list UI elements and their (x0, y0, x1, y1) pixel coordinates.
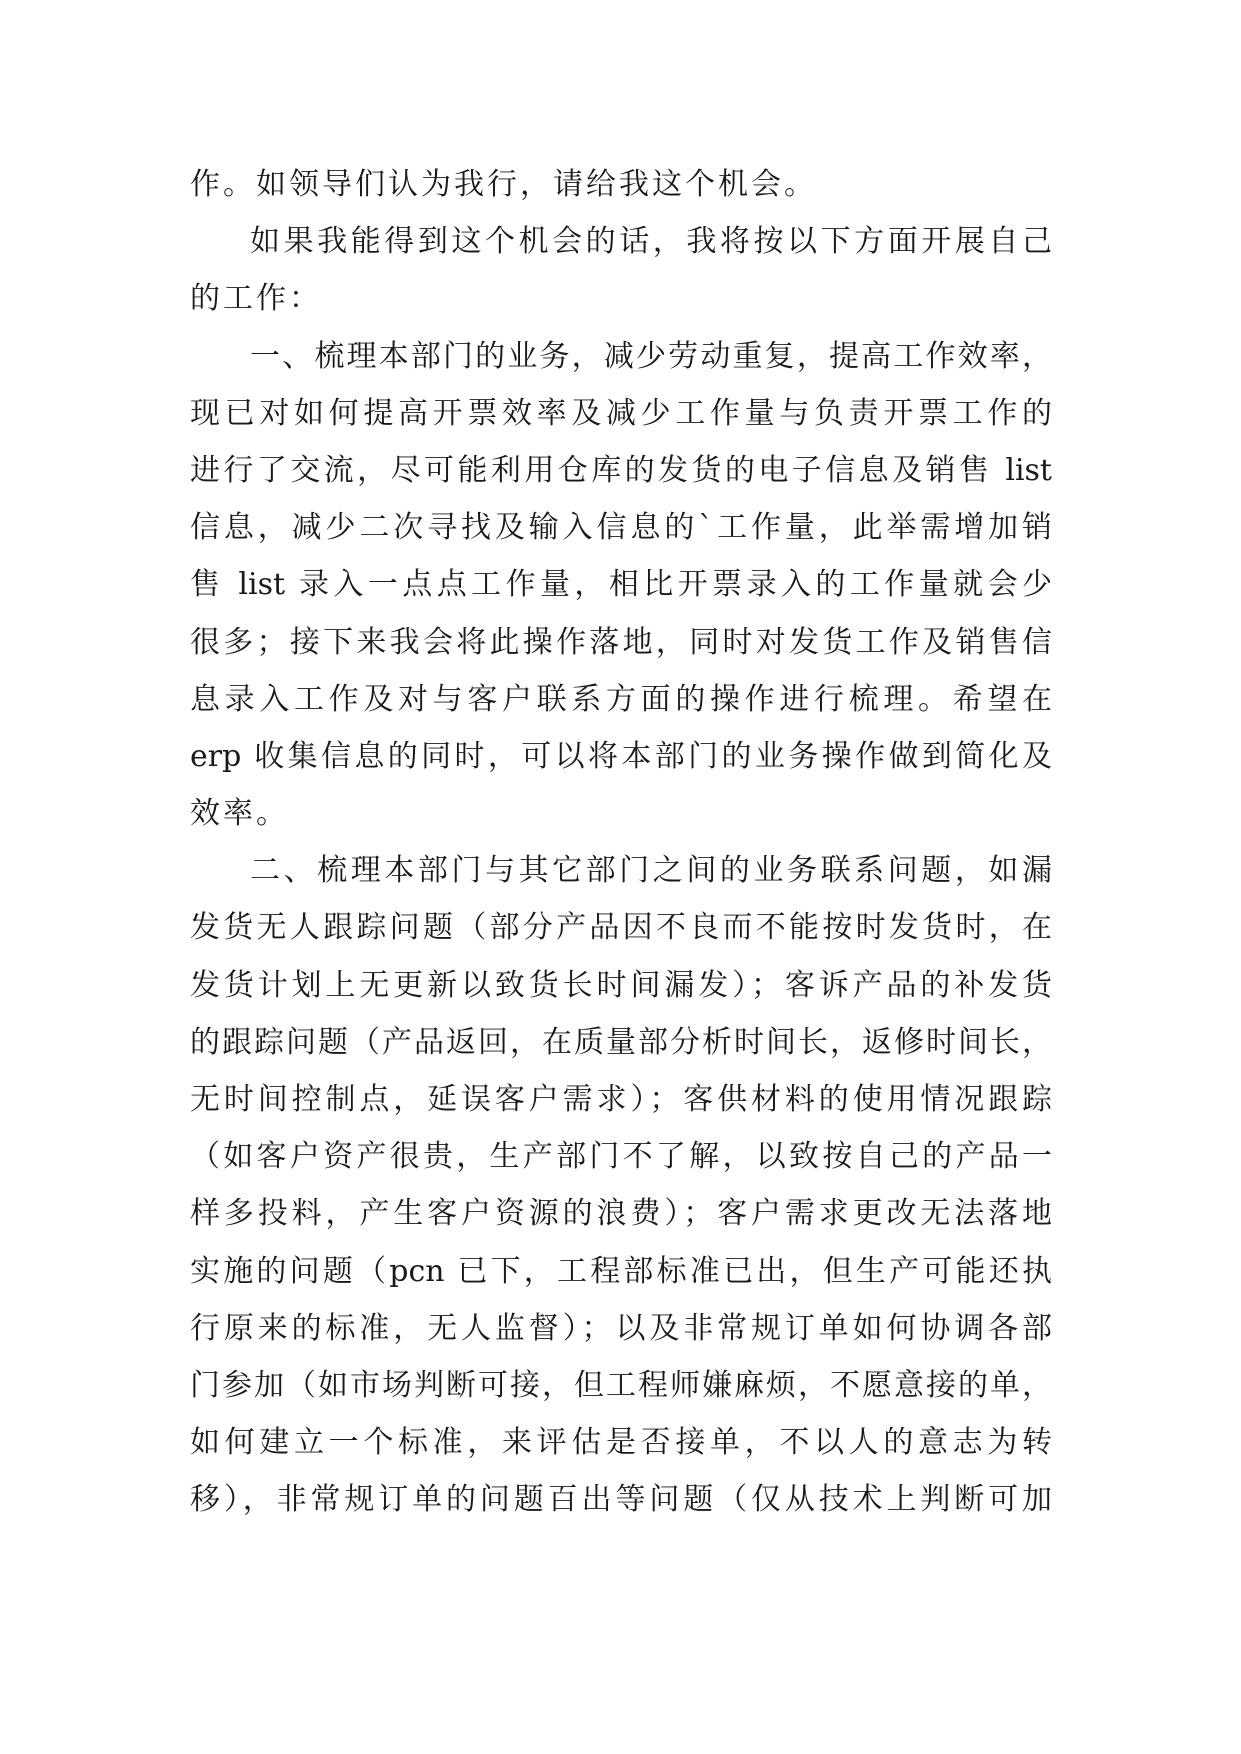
text-line: 很多；接下来我会将此操作落地，同时对发货工作及销售信 (190, 624, 1052, 660)
text-line: 息录入工作及对与客户联系方面的操作进行梳理。希望在 (190, 681, 1052, 717)
text-line: 的工作： (190, 281, 322, 317)
text-line: 效率。 (190, 796, 289, 832)
text-line: 信息，减少二次寻找及输入信息的`工作量，此举需增加销 (190, 510, 1052, 546)
text-line: 移），非常规订单的问题百出等问题（仅从技术上判断可加 (190, 1482, 1052, 1518)
text-line: 样多投料，产生客户资源的浪费）；客户需求更改无法落地 (190, 1196, 1052, 1232)
text-line: 的跟踪问题（产品返回，在质量部分析时间长，返修时间长， (190, 1024, 1052, 1060)
text-line: 发货计划上无更新以致货长时间漏发）；客诉产品的补发货 (190, 967, 1052, 1003)
text-line: 一、梳理本部门的业务，减少劳动重复，提高工作效率， (250, 338, 1052, 374)
text-line: 如何建立一个标准，来评估是否接单，不以人的意志为转 (190, 1425, 1052, 1461)
text-line: 如果我能得到这个机会的话，我将按以下方面开展自己 (250, 224, 1052, 260)
text-line: 售 list 录入一点点工作量，相比开票录入的工作量就会少 (190, 567, 1052, 603)
text-line: 二、梳理本部门与其它部门之间的业务联系问题，如漏 (250, 853, 1052, 889)
text-line: erp 收集信息的同时，可以将本部门的业务操作做到简化及 (190, 738, 1052, 774)
text-line: 作。如领导们认为我行，请给我这个机会。 (190, 167, 817, 202)
text-line: 进行了交流，尽可能利用仓库的发货的电子信息及销售 list (190, 452, 1052, 488)
body-text (190, 156, 1052, 1529)
text-line: 门参加（如市场判断可接，但工程师嫌麻烦，不愿意接的单， (190, 1367, 1052, 1403)
text-line: 实施的问题（pcn 已下，工程部标准已出，但生产可能还执 (190, 1253, 1052, 1289)
text-line: 行原来的标准，无人监督）；以及非常规订单如何协调各部 (190, 1310, 1052, 1346)
text-line: 发货无人跟踪问题（部分产品因不良而不能按时发货时，在 (190, 910, 1052, 946)
text-line: 现已对如何提高开票效率及减少工作量与负责开票工作的 (190, 395, 1052, 431)
text-line: 无时间控制点，延误客户需求）；客供材料的使用情况跟踪 (190, 1082, 1052, 1117)
text-line: （如客户资产很贵，生产部门不了解，以致按自己的产品一 (190, 1139, 1052, 1175)
